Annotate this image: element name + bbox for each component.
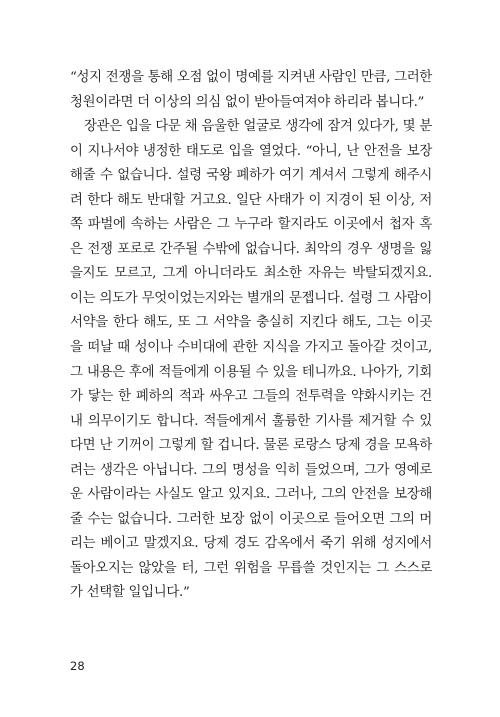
text-line-5: 해줄 수 없습니다. 설령 국왕 폐하가 여기 계셔서 그렇게 해주시 <box>70 168 432 184</box>
text-line-10: 이는 의도가 무엇이었는지와는 별개의 문젭니다. 설령 그 사람이 <box>70 290 432 306</box>
text-line-11: 서약을 한다 해도, 또 그 서약을 충실히 지킨다 해도, 그는 이곳 <box>70 315 432 331</box>
text-line-3: 장관은 입을 다문 채 음울한 얼굴로 생각에 잠겨 있다가, 몇 분 <box>84 119 432 135</box>
text-line-7: 쪽 파벌에 속하는 사람은 그 누구라 할지라도 이곳에서 첩자 혹 <box>70 217 432 233</box>
text-line-21: 돌아오지는 않았을 터, 그런 위험을 무릅쓸 것인지는 그 스스로 <box>70 560 432 576</box>
text-line-12: 을 떠날 때 성이나 수비대에 관한 지식을 가지고 돌아갈 것이고, <box>70 340 432 356</box>
text-line-19: 줄 수는 없습니다. 그러한 보장 없이 이곳으로 들어오면 그의 머 <box>70 511 432 527</box>
text-line-22: 가 선택할 일입니다.” <box>70 585 190 601</box>
text-line-17: 려는 생각은 아닙니다. 그의 명성을 익히 들었으며, 그가 영예로 <box>70 462 432 478</box>
text-line-18: 운 사람이라는 사실도 알고 있지요. 그러나, 그의 안전을 보장해 <box>70 487 432 503</box>
text-line-13: 그 내용은 후에 적들에게 이용될 수 있을 테니까요. 나아가, 기회 <box>70 364 432 380</box>
text-line-14: 가 닿는 한 폐하의 적과 싸우고 그들의 전투력을 약화시키는 건 <box>70 389 432 405</box>
text-line-4: 이 지나서야 냉정한 태도로 입을 열었다. “아니, 난 안전을 보장 <box>70 143 432 159</box>
text-line-6: 려 한다 해도 반대할 거고요. 일단 사태가 이 지경이 된 이상, 저 <box>70 192 432 208</box>
text-line-20: 리는 베이고 말겠지요. 당제 경도 감옥에서 죽기 위해 성지에서 <box>70 536 432 552</box>
text-line-2: 청원이라면 더 이상의 의심 없이 받아들여져야 하리라 봅니다.” <box>70 94 425 110</box>
text-line-8: 은 전쟁 포로로 간주될 수밖에 없습니다. 최악의 경우 생명을 잃 <box>70 241 432 257</box>
page-number: 28 <box>70 659 85 673</box>
body-text <box>70 66 432 606</box>
text-line-9: 을지도 모르고, 그게 아니더라도 최소한 자유는 박탈되겠지요. <box>70 266 432 282</box>
text-line-16: 다면 난 기꺼이 그렇게 할 겁니다. 물론 로랑스 당제 경을 모욕하 <box>70 438 432 454</box>
text-line-1: “성지 전쟁을 통해 오점 없이 명예를 지켜낸 사람인 만큼, 그러한 <box>70 70 432 85</box>
text-line-15: 내 의무이기도 합니다. 적들에게서 훌륭한 기사를 제거할 수 있 <box>70 413 432 429</box>
